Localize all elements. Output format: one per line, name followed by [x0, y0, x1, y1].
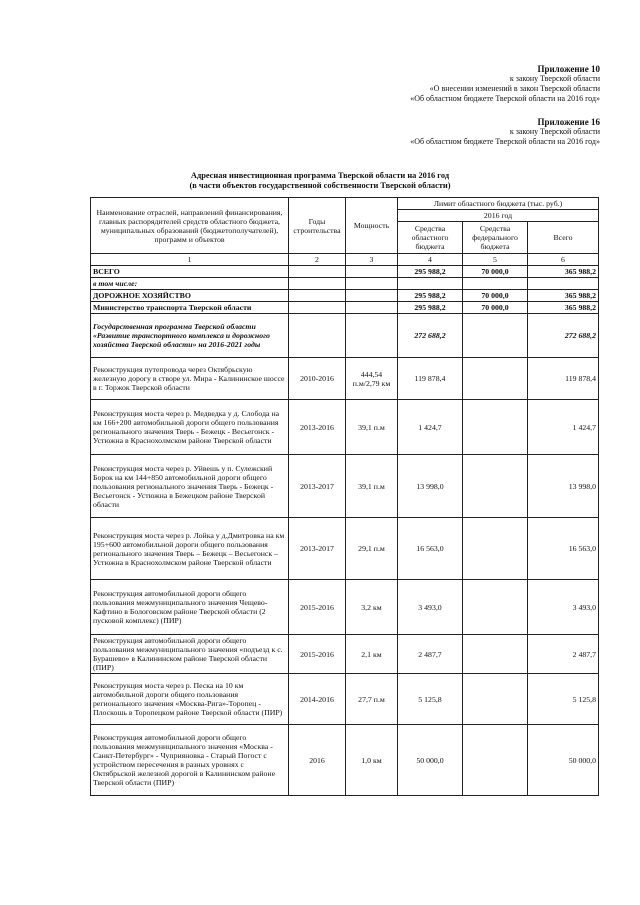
appendix-10-header	[410, 64, 600, 104]
appendix-10-line2: «О внесении изменений в закон Тверской области	[429, 84, 600, 93]
row-regional: 295 988,2	[398, 266, 463, 278]
row-regional: 5 125,8	[398, 674, 463, 725]
row-years: 2013-2017	[289, 518, 346, 580]
row-capacity: 27,7 п.м	[346, 674, 398, 725]
row-years	[289, 290, 346, 302]
row-years: 2015-2016	[289, 580, 346, 635]
row-capacity: 3,2 км	[346, 580, 398, 635]
header-year: 2016 год	[398, 210, 599, 222]
row-name: ДОРОЖНОЕ ХОЗЯЙСТВО	[91, 290, 289, 302]
row-years: 2013-2017	[289, 455, 346, 518]
column-number: 6	[528, 254, 599, 266]
header-capacity: Мощность	[346, 198, 398, 254]
row-years: 2015-2016	[289, 635, 346, 674]
row-federal	[463, 278, 528, 290]
row-total: 13 998,0	[528, 455, 599, 518]
row-total: 365 988,2	[528, 266, 599, 278]
row-name: Реконструкция моста через р. Песка на 10 км автомобильной дороги общего пользования регионального значения «Москва-Рига»-Торопец - Плоскошь в Торопецком районе Тверской области (ПИР)	[91, 674, 289, 725]
row-years	[289, 266, 346, 278]
row-total: 3 493,0	[528, 580, 599, 635]
row-capacity	[346, 314, 398, 358]
row-capacity: 1,0 км	[346, 725, 398, 796]
row-federal: 70 000,0	[463, 302, 528, 314]
appendix-10-line3: «Об областном бюджете Тверской области на 2016 год»	[410, 94, 600, 103]
row-name: ВСЕГО	[91, 266, 289, 278]
row-name: в том числе:	[91, 278, 289, 290]
table-row	[91, 725, 599, 796]
row-years	[289, 302, 346, 314]
row-federal	[463, 455, 528, 518]
row-federal	[463, 358, 528, 400]
row-regional	[398, 278, 463, 290]
row-total: 365 988,2	[528, 302, 599, 314]
row-regional: 119 878,4	[398, 358, 463, 400]
investment-program-table	[90, 197, 599, 796]
row-federal	[463, 635, 528, 674]
row-total: 50 000,0	[528, 725, 599, 796]
row-name: Государственная программа Тверской области «Развитие транспортного комплекса и дорожного хозяйства Тверской области» на 2016-2021 годы	[91, 314, 289, 358]
row-regional: 13 998,0	[398, 455, 463, 518]
appendix-10-line1: к закону Тверской области	[509, 74, 600, 83]
row-federal	[463, 518, 528, 580]
appendix-16-line1: к закону Тверской области	[509, 127, 600, 136]
row-years	[289, 278, 346, 290]
row-name: Министерство транспорта Тверской области	[91, 302, 289, 314]
table-row	[91, 635, 599, 674]
row-years	[289, 314, 346, 358]
table-row	[91, 518, 599, 580]
table-row	[91, 455, 599, 518]
row-federal	[463, 400, 528, 455]
appendix-16-header	[410, 117, 600, 147]
column-number: 4	[398, 254, 463, 266]
row-capacity: 39,1 п.м	[346, 455, 398, 518]
row-federal	[463, 674, 528, 725]
row-total: 16 563,0	[528, 518, 599, 580]
table-row	[91, 580, 599, 635]
row-name: Реконструкция автомобильной дороги общего пользования межмуниципального значения Чещево-Кафтино в Бологовском районе Тверской области (2 пусковой комплекс) (ПИР)	[91, 580, 289, 635]
row-capacity	[346, 266, 398, 278]
table-row	[91, 358, 599, 400]
row-years: 2010-2016	[289, 358, 346, 400]
row-total: 5 125,8	[528, 674, 599, 725]
row-capacity: 2,1 км	[346, 635, 398, 674]
column-number: 3	[346, 254, 398, 266]
table-row	[91, 290, 599, 302]
table-row	[91, 266, 599, 278]
document-title-line2: (в части объектов государственной собственности Тверской области)	[189, 181, 451, 190]
row-total: 272 688,2	[528, 314, 599, 358]
row-regional: 295 988,2	[398, 290, 463, 302]
row-years: 2014-2016	[289, 674, 346, 725]
header-limit: Лимит областного бюджета (тыс. руб.)	[398, 198, 599, 210]
row-name: Реконструкция автомобильной дороги общего пользования межмуниципального значения «подъезд к с. Бурашево» в Калининском районе Тверской области (ПИР)	[91, 635, 289, 674]
table-row	[91, 314, 599, 358]
row-name: Реконструкция моста через р. Лойка у д.Дмитровка на км 195+600 автомобильной дороги общего пользования регионального значения Тверь – Бежецк – Весьегонск – Устюжна в Краснохолмском районе Тверской области	[91, 518, 289, 580]
header-years: Годы строительства	[289, 198, 346, 254]
header-federal: Средства федерального бюджета	[463, 222, 528, 254]
document-title-line1: Адресная инвестиционная программа Тверской области на 2016 год	[190, 171, 450, 180]
appendix-16-title: Приложение 16	[537, 117, 600, 127]
row-total	[528, 278, 599, 290]
document-title	[0, 171, 640, 191]
header-name: Наименование отраслей, направлений финансирования, главных распорядителей средств областного бюджета, муниципальных образований (бюджетополучателей), программ и объектов	[91, 198, 289, 254]
row-total: 2 487,7	[528, 635, 599, 674]
row-regional: 3 493,0	[398, 580, 463, 635]
column-number: 1	[91, 254, 289, 266]
row-name: Реконструкция моста через р. Медведка у д. Слобода на км 166+200 автомобильной дороги общего пользования регионального значения Тверь - Бежецк - Весьегонск - Устюжна в Краснохолмском районе Тверской области	[91, 400, 289, 455]
table-row	[91, 278, 599, 290]
row-name: Реконструкция путепровода через Октябрьскую железную дорогу в створе ул. Мира - Калининское шоссе в г. Торжок Тверской области	[91, 358, 289, 400]
column-numbers-row	[91, 254, 599, 266]
row-name: Реконструкция моста через р. Уйвешь у п. Сулежский Борок на км 144+850 автомобильной дороги общего пользования регионального значения Тверь - Бежецк - Весьегонск - Устюжна в Бежецком районе Тверской области	[91, 455, 289, 518]
row-capacity: 444,54 п.м/2,79 км	[346, 358, 398, 400]
row-regional: 1 424,7	[398, 400, 463, 455]
row-federal	[463, 725, 528, 796]
table-row	[91, 400, 599, 455]
table-row	[91, 302, 599, 314]
row-name: Реконструкция автомобильной дороги общего пользования межмуниципального значения «Москва - Санкт-Петербург» - Чуприяновка - Старый Погост с устройством пересечения в разных уровнях с Октябрьской железной дорогой в Калининском районе Тверской области (ПИР)	[91, 725, 289, 796]
row-regional: 2 487,7	[398, 635, 463, 674]
row-regional: 16 563,0	[398, 518, 463, 580]
row-regional: 295 988,2	[398, 302, 463, 314]
row-federal: 70 000,0	[463, 266, 528, 278]
column-number: 2	[289, 254, 346, 266]
row-years: 2016	[289, 725, 346, 796]
table-row	[91, 674, 599, 725]
header-regional: Средства областного бюджета	[398, 222, 463, 254]
row-total: 1 424,7	[528, 400, 599, 455]
row-federal: 70 000,0	[463, 290, 528, 302]
row-federal	[463, 314, 528, 358]
row-regional: 272 688,2	[398, 314, 463, 358]
row-capacity	[346, 278, 398, 290]
row-capacity	[346, 290, 398, 302]
row-regional: 50 000,0	[398, 725, 463, 796]
row-capacity	[346, 302, 398, 314]
column-number: 5	[463, 254, 528, 266]
row-capacity: 29,1 п.м	[346, 518, 398, 580]
row-total: 119 878,4	[528, 358, 599, 400]
appendix-16-line2: «Об областном бюджете Тверской области на 2016 год»	[410, 137, 600, 146]
appendix-10-title: Приложение 10	[537, 64, 600, 74]
row-total: 365 988,2	[528, 290, 599, 302]
row-federal	[463, 580, 528, 635]
row-capacity: 39,1 п.м	[346, 400, 398, 455]
header-total: Всего	[528, 222, 599, 254]
row-years: 2013-2016	[289, 400, 346, 455]
